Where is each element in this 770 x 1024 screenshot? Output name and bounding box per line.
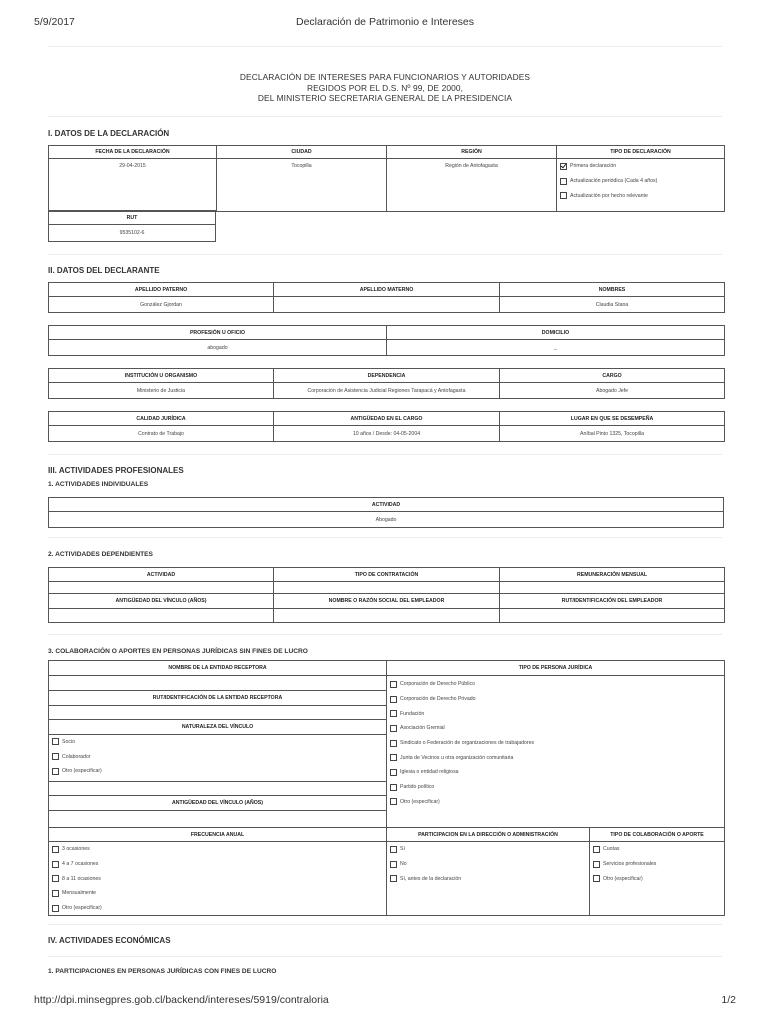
value-antiguedad-cargo: 10 años / Desde: 04-05-2004 xyxy=(274,426,500,442)
checkbox-icon[interactable] xyxy=(52,861,59,868)
header-tipo-colaboracion: TIPO DE COLABORACIÓN O APORTE xyxy=(590,828,725,842)
document-title xyxy=(48,72,722,104)
dependent-activities-table xyxy=(48,567,725,623)
checkbox-icon[interactable] xyxy=(390,681,397,688)
option-label: Socio xyxy=(62,738,75,745)
header-ciudad: CIUDAD xyxy=(217,146,387,159)
checkbox-icon[interactable] xyxy=(52,846,59,853)
option-8-a-11[interactable] xyxy=(52,871,384,886)
checkbox-icon[interactable] xyxy=(52,875,59,882)
profession-table xyxy=(48,325,725,356)
subsection-title: 2. ACTIVIDADES DEPENDIENTES xyxy=(48,551,153,558)
print-url[interactable]: http://dpi.minsegpres.gob.cl/backend/intereses/5919/contraloria xyxy=(34,994,329,1006)
header-calidad-juridica: CALIDAD JURÍDICA xyxy=(49,412,274,426)
option-servicios-profesionales[interactable] xyxy=(593,857,722,872)
option-socio[interactable] xyxy=(52,735,384,750)
divider xyxy=(48,634,722,635)
option-actualizacion-periodica[interactable] xyxy=(560,174,722,189)
option-label: Mensualmente xyxy=(62,890,97,897)
naturaleza-options xyxy=(49,734,386,781)
header-actividad: ACTIVIDAD xyxy=(49,498,724,512)
participacion-options xyxy=(387,842,590,916)
header-nombres: NOMBRES xyxy=(500,283,725,297)
checkbox-icon[interactable] xyxy=(593,875,600,882)
print-date: 5/9/2017 xyxy=(34,16,75,28)
header-rut-empleador: RUT/IDENTIFICACIÓN DEL EMPLEADOR xyxy=(500,594,725,609)
header-profesion: PROFESIÓN U OFICIO xyxy=(49,326,387,340)
option-sindicato[interactable] xyxy=(390,736,722,751)
empty-cell xyxy=(49,810,386,827)
checkbox-icon[interactable] xyxy=(390,798,397,805)
option-label: Otro (especificar) xyxy=(62,768,102,775)
header-institucion: INSTITUCIÓN U ORGANISMO xyxy=(49,369,274,383)
option-actualizacion-hecho-relevante[interactable] xyxy=(560,188,722,203)
header-antiguedad-vinculo: ANTIGÜEDAD DEL VÍNCULO (AÑOS) xyxy=(49,594,274,609)
value-domicilio: _ xyxy=(387,340,725,356)
option-label: Corporación de Derecho Público xyxy=(400,681,475,688)
section-title: II. DATOS DEL DECLARANTE xyxy=(48,266,160,275)
print-title: Declaración de Patrimonio e Intereses xyxy=(295,16,474,28)
tipo-persona-options xyxy=(387,676,725,828)
value-cargo: Abogado Jefe xyxy=(500,383,725,399)
header-lugar: LUGAR EN QUE SE DESEMPEÑA xyxy=(500,412,725,426)
option-label: Actualización por hecho relevante xyxy=(570,192,648,199)
divider xyxy=(48,454,722,455)
option-corp-publico[interactable] xyxy=(390,677,722,692)
value-lugar: Aníbal Pinto 1325, Tocopilla xyxy=(500,426,725,442)
checkbox-icon[interactable] xyxy=(390,784,397,791)
header-rut: RUT xyxy=(49,211,216,225)
header-nombre-entidad: NOMBRE DE LA ENTIDAD RECEPTORA xyxy=(49,661,387,676)
subsection-title: 1. ACTIVIDADES INDIVIDUALES xyxy=(48,481,149,488)
header-apellido-materno: APELLIDO MATERNO xyxy=(274,283,500,297)
divider xyxy=(48,116,722,117)
header-antiguedad-vinculo: ANTIGÜEDAD DEL VÍNCULO (AÑOS) xyxy=(49,795,386,810)
value-profesion: abogado xyxy=(49,340,387,356)
document-title-line: REGIDOS POR EL D.S. Nº 99, DE 2000, xyxy=(306,82,464,93)
checkbox-icon[interactable] xyxy=(560,192,567,199)
option-label: Asociación Gremial xyxy=(400,725,445,732)
checkbox-icon[interactable] xyxy=(560,178,567,185)
option-label: Cuotas xyxy=(603,846,620,853)
empty-cell xyxy=(500,609,725,623)
section-title: III. ACTIVIDADES PROFESIONALES xyxy=(48,466,184,475)
header-nombre-empleador: NOMBRE O RAZÓN SOCIAL DEL EMPLEADOR xyxy=(274,594,500,609)
option-label: Sí xyxy=(400,846,405,853)
option-label: Partido político xyxy=(400,784,435,791)
empty-cell xyxy=(49,781,386,795)
header-actividad: ACTIVIDAD xyxy=(49,568,274,582)
checkbox-icon[interactable] xyxy=(390,696,397,703)
option-mensualmente[interactable] xyxy=(52,886,384,901)
checkbox-icon[interactable] xyxy=(390,846,397,853)
empty-cell xyxy=(274,609,500,623)
option-label: Otro (especificar) xyxy=(603,875,643,882)
entity-details-cell xyxy=(49,676,387,828)
checkbox-icon[interactable] xyxy=(52,768,59,775)
option-label: Otro (especificar) xyxy=(400,798,440,805)
checkbox-icon[interactable] xyxy=(593,861,600,868)
option-label: Servicios profesionales xyxy=(603,861,657,868)
header-remuneracion: REMUNERACIÓN MENSUAL xyxy=(500,568,725,582)
option-label: Primera declaración xyxy=(570,163,617,170)
collaboration-table xyxy=(48,660,725,916)
empty-cell xyxy=(49,582,274,594)
checkbox-icon[interactable] xyxy=(390,875,397,882)
option-fundacion[interactable] xyxy=(390,706,722,721)
option-label: Colaborador xyxy=(62,753,91,760)
checkbox-icon[interactable] xyxy=(52,753,59,760)
option-si[interactable] xyxy=(390,842,587,857)
checkbox-icon[interactable] xyxy=(390,725,397,732)
option-si-antes[interactable] xyxy=(390,871,587,886)
option-label: Corporación de Derecho Privado xyxy=(400,696,476,703)
option-label: 4 a 7 ocasiones xyxy=(62,861,99,868)
employment-table xyxy=(48,411,725,442)
empty-cell xyxy=(49,705,386,719)
option-3-ocasiones[interactable] xyxy=(52,842,384,857)
empty-cell xyxy=(500,582,725,594)
value-actividad: Abogado xyxy=(49,512,724,528)
option-no[interactable] xyxy=(390,857,587,872)
option-otro[interactable] xyxy=(390,795,722,810)
option-label: 3 ocasiones xyxy=(62,846,90,853)
header-domicilio: DOMICILIO xyxy=(387,326,725,340)
value-nombres: Claudia Stana xyxy=(500,297,725,313)
checkbox-checked-icon[interactable] xyxy=(560,163,567,170)
declaration-data-table xyxy=(48,145,725,212)
document-title-line: DEL MINISTERIO SECRETARIA GENERAL DE LA PRESIDENCIA xyxy=(257,93,513,103)
checkbox-icon[interactable] xyxy=(390,754,397,761)
option-label: Sindicato o Federación de organizaciones de trabajadores xyxy=(400,740,535,747)
entity-details-subtable xyxy=(49,676,386,827)
document-title-line: DECLARACIÓN DE INTERESES PARA FUNCIONARIOS Y AUTORIDADES xyxy=(239,72,531,82)
value-institucion: Ministerio de Justicia xyxy=(49,383,274,399)
option-label: Junta de Vecinos u otra organización comunitaria xyxy=(400,754,514,761)
checkbox-icon[interactable] xyxy=(52,738,59,745)
option-label: Otro (especificar) xyxy=(62,905,102,912)
option-4-a-7[interactable] xyxy=(52,857,384,872)
option-junta-vecinos[interactable] xyxy=(390,750,722,765)
header-tipo-declaracion: TIPO DE DECLARACIÓN xyxy=(557,146,725,159)
header-dependencia: DEPENDENCIA xyxy=(274,369,500,383)
option-iglesia[interactable] xyxy=(390,765,722,780)
header-region: REGIÓN xyxy=(387,146,557,159)
value-rut: 9535102-6 xyxy=(49,225,216,242)
checkbox-icon[interactable] xyxy=(390,710,397,717)
tipo-declaracion-options xyxy=(557,159,725,212)
header-tipo-persona: TIPO DE PERSONA JURÍDICA xyxy=(387,661,725,676)
option-asociacion-gremial[interactable] xyxy=(390,721,722,736)
empty-cell xyxy=(274,582,500,594)
subsection-title: 3. COLABORACIÓN O APORTES EN PERSONAS JURÍDICAS SIN FINES DE LUCRO xyxy=(48,648,308,655)
option-corp-privado[interactable] xyxy=(390,692,722,707)
value-fecha: 29-04-2015 xyxy=(49,159,217,212)
checkbox-icon[interactable] xyxy=(390,769,397,776)
divider xyxy=(48,537,722,538)
names-table xyxy=(48,282,725,313)
option-colaborador[interactable] xyxy=(52,749,384,764)
rut-table xyxy=(48,210,216,242)
option-primera-declaracion[interactable] xyxy=(560,159,722,174)
header-apellido-paterno: APELLIDO PATERNO xyxy=(49,283,274,297)
value-calidad-juridica: Contrato de Trabajo xyxy=(49,426,274,442)
header-frecuencia: FRECUENCIA ANUAL xyxy=(49,828,387,842)
option-otro[interactable] xyxy=(52,764,384,779)
subsection-title: 1. PARTICIPACIONES EN PERSONAS JURÍDICAS CON FINES DE LUCRO xyxy=(48,968,277,975)
header-antiguedad-cargo: ANTIGÜEDAD EN EL CARGO xyxy=(274,412,500,426)
value-apellido-paterno: González Gjordan xyxy=(49,297,274,313)
individual-activities-table xyxy=(48,497,724,528)
option-label: Actualización periódica (Cada 4 años) xyxy=(570,178,658,185)
value-ciudad: Tocopilla xyxy=(217,159,387,212)
print-footer xyxy=(34,994,736,1010)
checkbox-icon[interactable] xyxy=(52,905,59,912)
checkbox-icon[interactable] xyxy=(390,861,397,868)
value-dependencia: Corporación de Asistencia Judicial Regiones Tarapacá y Antofagasta xyxy=(274,383,500,399)
checkbox-icon[interactable] xyxy=(593,846,600,853)
value-apellido-materno xyxy=(274,297,500,313)
option-label: Iglesia o entidad religiosa xyxy=(400,769,459,776)
header-naturaleza: NATURALEZA DEL VÍNCULO xyxy=(49,719,386,734)
page-number: 1/2 xyxy=(721,994,736,1006)
option-label: No xyxy=(400,861,407,868)
divider xyxy=(48,924,722,925)
header-rut-entidad: RUT/IDENTIFICACIÓN DE LA ENTIDAD RECEPTORA xyxy=(49,690,386,705)
section-title: I. DATOS DE LA DECLARACIÓN xyxy=(48,129,170,138)
option-label: Sí, antes de la declaración xyxy=(400,875,462,882)
option-label: Fundación xyxy=(400,710,425,717)
institution-table xyxy=(48,368,725,399)
section-title: IV. ACTIVIDADES ECONÓMICAS xyxy=(48,936,171,945)
checkbox-icon[interactable] xyxy=(390,740,397,747)
divider xyxy=(48,254,722,255)
header-participacion: PARTICIPACION EN LA DIRECCIÓN O ADMINISTRACIÓN xyxy=(387,828,590,842)
divider xyxy=(48,46,722,47)
option-partido-politico[interactable] xyxy=(390,780,722,795)
option-cuotas[interactable] xyxy=(593,842,722,857)
checkbox-icon[interactable] xyxy=(52,890,59,897)
header-fecha: FECHA DE LA DECLARACIÓN xyxy=(49,146,217,159)
divider xyxy=(48,956,722,957)
header-cargo: CARGO xyxy=(500,369,725,383)
option-otro[interactable] xyxy=(593,871,722,886)
frecuencia-options xyxy=(49,842,387,916)
option-otro[interactable] xyxy=(52,901,384,916)
option-label: 8 a 11 ocasiones xyxy=(62,875,101,882)
header-tipo-contratacion: TIPO DE CONTRATACIÓN xyxy=(274,568,500,582)
print-header xyxy=(34,16,736,32)
empty-cell xyxy=(49,676,386,690)
empty-cell xyxy=(49,609,274,623)
colaboracion-options xyxy=(590,842,725,916)
value-region: Región de Antofagasta xyxy=(387,159,557,212)
